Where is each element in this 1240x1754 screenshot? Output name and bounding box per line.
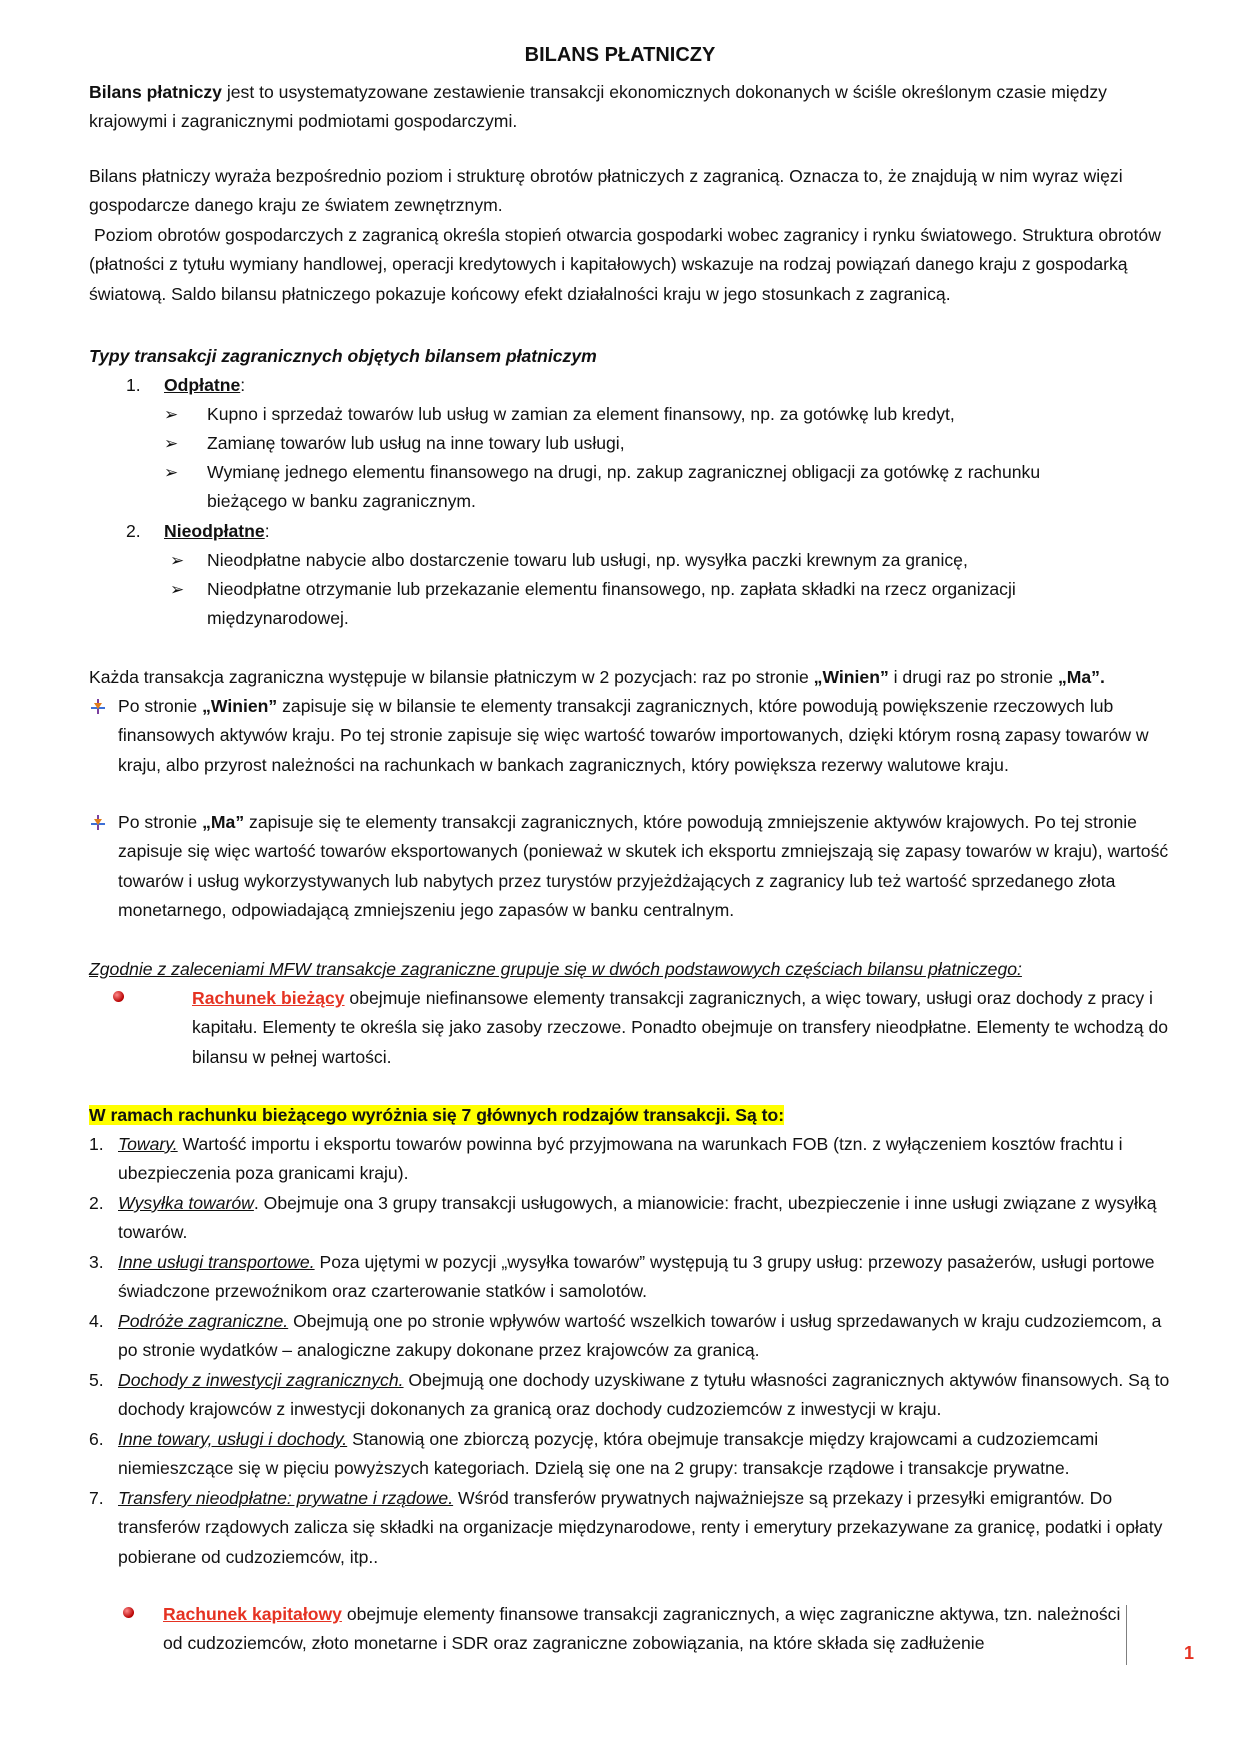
seven-item-number: 3.: [89, 1252, 104, 1272]
capital-account-label: Rachunek kapitałowy: [163, 1604, 342, 1624]
winien-pre: Po stronie: [118, 696, 203, 716]
seven-item-text: Wśród transferów prywatnych najważniejsze są przekazy i przesyłki emigrantów. Do transferów rządowych zalicza się składki na organizacje międzynarodowe, renty i emerytury przekazywane za granicę, podatki i opłaty pobierane od cudzoziemców, itp..: [118, 1488, 1163, 1567]
current-account-text: obejmuje niefinansowe elementy transakcji zagranicznych, a więc towary, usługi oraz dochody z pracy i kapitału. Elementy te określa się jako zasoby rzeczowe. Ponadto obejmuje on transfery nieodpłatne. Elementy te wchodzą do bilansu w pełnej wartości.: [192, 988, 1169, 1067]
seven-item-text: Wartość importu i eksportu towarów powinna być przyjmowana na warunkach FOB (tzn. z wyłączeniem kosztów frachtu i ubezpieczenia poza granicami kraju).: [118, 1134, 1123, 1184]
list-item: Kupno i sprzedaż towarów lub usług w zamian za element finansowy, np. za gotówkę lub kredyt,: [207, 404, 955, 424]
ma-text: zapisuje się te elementy transakcji zagranicznych, które powodują zmniejszenie aktywów krajowych. Po tej stronie zapisuje się więc wartość towarów eksportowanych (ponieważ w skutek ich eksportu zmniejszają się zapasy towarów w kraju), wartość towarów i usług wykorzystywanych lub nabytych przez turystów przyjeżdżających z zagranicy lub też wartość sprzedanego złota monetarnego, odpowiadającą zmniejszeniu jego zapasów w banku centralnym.: [118, 812, 1169, 921]
current-account-label: Rachunek bieżący: [192, 988, 345, 1008]
seven-item: [118, 1366, 1178, 1425]
group-2-number: 2.: [126, 521, 141, 541]
group-1-colon: :: [240, 375, 246, 395]
list-item: Nieodpłatne nabycie albo dostarczenie towaru lub usługi, np. wysyłka paczki krewnym za granicę,: [207, 550, 968, 570]
seven-item: [118, 1248, 1178, 1307]
mfw-heading: Zgodnie z zaleceniami MFW transakcje zagraniczne grupuje się w dwóch podstawowych częściach bilansu płatniczego:: [89, 959, 1022, 979]
ma-paragraph: [118, 808, 1178, 926]
capital-account-paragraph: [163, 1600, 1130, 1659]
winien-bold: „Winien”: [202, 696, 278, 716]
intro-paragraph: [89, 78, 1178, 137]
red-ball-bullet-icon: [123, 1607, 134, 1618]
arrow-bullet-icon: ➢: [170, 580, 185, 599]
seven-item-number: 6.: [89, 1429, 104, 1449]
group-2-label: Nieodpłatne: [164, 521, 265, 541]
winien-text: zapisuje się w bilansie te elementy transakcji zagranicznych, które powodują powiększenie rzeczowych lub finansowych aktywów kraju. Po tej stronie zapisuje się więc wartość towarów importowanych, dzięki którym rosną zapasy towarów w kraju, albo przyrost należności na rachunkach w bankach zagranicznych, który powiększa rezerwy walutowe kraju.: [118, 696, 1149, 775]
list-item: Nieodpłatne otrzymanie lub przekazanie elementu finansowego, np. zapłata składki na rzecz organizacji międzynarodowej.: [207, 579, 1016, 629]
seven-item-number: 2.: [89, 1193, 104, 1213]
list-item: Wymianę jednego elementu finansowego na drugi, np. zakup zagranicznej obligacji za gotówkę z rachunku bieżącego w banku zagranicznym.: [207, 462, 1041, 512]
seven-item-number: 4.: [89, 1311, 104, 1331]
group-2-colon: :: [264, 521, 270, 541]
group-1-number: 1.: [126, 375, 141, 395]
seven-item-number: 1.: [89, 1134, 104, 1154]
seven-item-text: . Obejmuje ona 3 grupy transakcji usługowych, a mianowicie: fracht, ubezpieczenie i inne usługi związane z wysyłką towarów.: [118, 1193, 1157, 1243]
double-entry-paragraph: [89, 663, 1200, 692]
paragraph-2: Bilans płatniczy wyraża bezpośrednio poziom i strukturę obrotów płatniczych z zagranicą. Oznacza to, że znajdują w nim wyraz więzi gospodarcze danego kraju ze światem zewnętrznym.: [89, 166, 1123, 216]
paragraph-3: Poziom obrotów gospodarczych z zagranicą określa stopień otwarcia gospodarki wobec zagranicy i rynku światowego. Struktura obrotów (płatności z tytułu wymiany handlowej, operacji kredytowych i kapitałowych) wskazuje na rodzaj powiązań danego kraju z gospodarką światową. Saldo bilansu płatniczego pokazuje końcowy efekt działalności kraju w jego stosunkach z zagranicą.: [89, 225, 1161, 304]
arrow-bullet-icon: ➢: [164, 434, 179, 453]
seven-item-text: Obejmują one po stronie wpływów wartość wszelkich towarów i usług sprzedawanych w kraju cudzoziemcom, a po stronie wydatków – analogiczne zakupy dokonane przez krajowców za granicą.: [118, 1311, 1162, 1361]
seven-item-label: Podróże zagraniczne.: [118, 1311, 289, 1331]
capital-account-text: obejmuje elementy finansowe transakcji zagranicznych, a więc zagraniczne aktywa, tzn. należności od cudzoziemców, złoto monetarne i SDR oraz zagraniczne zobowiązania, na które składa się zadłużenie: [163, 1604, 1121, 1654]
intro-term: Bilans płatniczy: [89, 82, 222, 102]
seven-item: [118, 1130, 1178, 1189]
seven-item-text: Stanowią one zbiorczą pozycję, która obejmuje transakcje między krajowcami a cudzoziemcami niemieszczące się w pięciu powyższych kategoriach. Dzielą się one na 2 grupy: transakcje rządowe i transakcje prywatne.: [118, 1429, 1099, 1479]
highlight-text: W ramach rachunku bieżącego wyróżnia się 7 głównych rodzajów transakcji. Są to:: [89, 1105, 785, 1125]
current-account-paragraph: [192, 984, 1178, 1072]
double-entry-period: .: [1099, 667, 1105, 687]
arrow-bullet-icon: ➢: [164, 463, 179, 482]
list-item: Zamianę towarów lub usług na inne towary lub usługi,: [207, 433, 625, 453]
winien-paragraph: [118, 692, 1178, 780]
ma-label: „Ma”: [1057, 667, 1100, 687]
ma-pre: Po stronie: [118, 812, 203, 832]
seven-item: [118, 1484, 1178, 1572]
seven-item: [118, 1425, 1178, 1484]
seven-item-text: Poza ujętymi w pozycji „wysyłka towarów” występują tu 3 grupy usług: przewozy pasażerów, usługi portowe świadczone przewoźnikom oraz czarterowanie statków i samolotów.: [118, 1252, 1155, 1302]
pushpin-bullet-icon: [89, 814, 107, 832]
red-ball-bullet-icon: [113, 991, 124, 1002]
intro-text: jest to usystematyzowane zestawienie transakcji ekonomicznych dokonanych w ściśle określonym czasie między krajowymi i zagranicznymi podmiotami gospodarczymi.: [89, 82, 1107, 132]
seven-item-label: Inne usługi transportowe.: [118, 1252, 315, 1272]
seven-item-number: 5.: [89, 1370, 104, 1390]
double-entry-text-a: Każda transakcja zagraniczna występuje w bilansie płatniczym w 2 pozycjach: raz po stronie: [89, 667, 814, 687]
types-heading: Typy transakcji zagranicznych objętych bilansem płatniczym: [89, 346, 597, 366]
seven-item-number: 7.: [89, 1488, 104, 1508]
page-divider: [1126, 1605, 1127, 1665]
seven-item-label: Transfery nieodpłatne: prywatne i rządowe.: [118, 1488, 454, 1508]
seven-item: [118, 1307, 1178, 1366]
arrow-bullet-icon: ➢: [164, 405, 179, 424]
ma-bold: „Ma”: [202, 812, 245, 832]
group-2-heading: [164, 517, 270, 546]
seven-item: [118, 1189, 1178, 1248]
arrow-bullet-icon: ➢: [170, 551, 185, 570]
winien-label: „Winien”: [813, 667, 889, 687]
seven-item-text: Obejmują one dochody uzyskiwane z tytułu własności zagranicznych aktywów finansowych. Są to dochody krajowców z inwestycji dokonanych za granicą oraz dochody cudzoziemców z inwestycji w kraju.: [118, 1370, 1170, 1420]
double-entry-text-b: i drugi raz po stronie: [888, 667, 1058, 687]
seven-item-label: Wysyłka towarów: [118, 1193, 254, 1213]
group-1-label: Odpłatne: [164, 375, 241, 395]
seven-item-label: Inne towary, usługi i dochody.: [118, 1429, 348, 1449]
seven-item-label: Towary.: [118, 1134, 178, 1154]
page-number: 1: [1183, 1643, 1194, 1663]
page-title: BILANS PŁATNICZY: [524, 44, 716, 66]
pushpin-bullet-icon: [89, 698, 107, 716]
seven-item-label: Dochody z inwestycji zagranicznych.: [118, 1370, 404, 1390]
group-1-heading: [164, 371, 245, 400]
highlight-heading: [89, 1101, 1178, 1130]
